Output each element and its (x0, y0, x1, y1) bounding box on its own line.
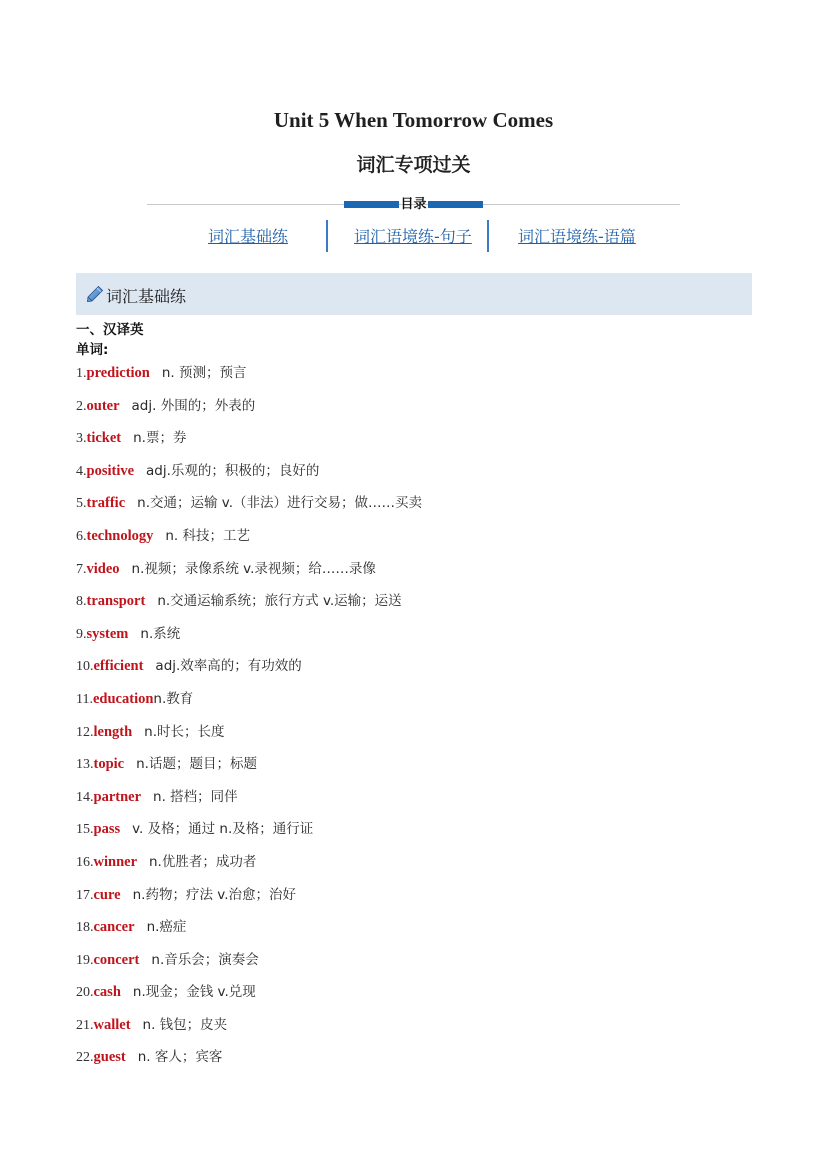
vocab-definition: n.系统 (140, 625, 181, 642)
vocab-item (76, 362, 752, 395)
toc-label: 目录 (400, 197, 427, 212)
vocab-number: 16. (76, 854, 94, 870)
document-title: Unit 5 When Tomorrow Comes (273, 108, 554, 132)
vocab-item (76, 949, 752, 982)
toc-accent-right (428, 201, 483, 208)
vocab-item (76, 395, 752, 428)
vocab-word: outer (86, 397, 120, 414)
vocab-definition: n.癌症 (146, 919, 187, 936)
vocab-item (76, 1014, 752, 1047)
vocab-number: 7. (76, 561, 87, 577)
vocab-definition: n. 钱包；皮夹 (142, 1016, 228, 1033)
vocab-word: ticket (86, 430, 122, 447)
toc-link-basic[interactable]: 词汇基础练 (208, 227, 289, 246)
toc-link-sentence[interactable]: 词汇语境练-句子 (354, 227, 472, 246)
vocab-number: 21. (76, 1017, 94, 1033)
vocab-item (76, 851, 752, 884)
vocab-number: 13. (76, 757, 94, 773)
vocab-word: education (92, 690, 154, 707)
vocab-number: 11. (76, 691, 93, 707)
vocab-word: transport (86, 593, 146, 610)
vocab-number: 5. (76, 496, 87, 512)
vocab-definition: n.交通；运输 v.（非法）进行交易；做……买卖 (137, 495, 423, 512)
vocab-number: 10. (76, 659, 94, 675)
vocab-item (76, 884, 752, 917)
vocab-word: cash (93, 984, 121, 1001)
vocab-number: 4. (76, 463, 87, 479)
vocab-item (76, 427, 752, 460)
vocab-word: technology (86, 527, 154, 544)
vocab-word: wallet (93, 1016, 131, 1033)
vocab-item (76, 558, 752, 591)
vocab-number: 15. (76, 822, 94, 838)
vocab-definition: n.音乐会；演奏会 (151, 951, 259, 968)
toc-links (147, 220, 680, 252)
vocab-item (76, 688, 752, 721)
vocab-word: traffic (86, 495, 126, 512)
vocab-word: winner (93, 853, 137, 870)
toc-separator (326, 220, 328, 252)
vocab-number: 3. (76, 431, 87, 447)
vocab-number: 2. (76, 398, 87, 414)
vocab-definition: n.优胜者；成功者 (149, 853, 257, 870)
vocab-definition: v. 及格；通过 n.及格；通行证 (132, 821, 314, 838)
vocab-number: 19. (76, 952, 94, 968)
vocab-number: 8. (76, 594, 87, 610)
vocab-word: cure (93, 886, 121, 903)
vocab-number: 14. (76, 789, 94, 805)
vocab-definition: n.视频；录像系统 v.录视频；给……录像 (131, 560, 376, 577)
vocab-number: 18. (76, 920, 94, 936)
vocab-word: pass (93, 821, 121, 838)
vocab-definition: n. 搭档；同伴 (153, 788, 238, 805)
vocab-definition: n.时长；长度 (144, 723, 225, 740)
vocab-item (76, 590, 752, 623)
vocab-word: concert (93, 951, 140, 968)
vocab-number: 20. (76, 985, 94, 1001)
vocab-definition: n.话题；题目；标题 (136, 756, 257, 773)
vocabulary-list (76, 362, 752, 1079)
document-subtitle: 词汇专项过关 (356, 154, 471, 176)
vocab-item (76, 492, 752, 525)
vocab-word: partner (93, 788, 142, 805)
vocab-item (76, 818, 752, 851)
vocab-item (76, 916, 752, 949)
vocab-definition: n. 科技；工艺 (165, 527, 250, 544)
vocab-item (76, 460, 752, 493)
vocab-item (76, 721, 752, 754)
vocab-item (76, 981, 752, 1014)
vocab-item (76, 786, 752, 819)
vocab-item (76, 1046, 752, 1079)
vocab-word: length (93, 723, 133, 740)
vocab-definition: n.交通运输系统；旅行方式 v.运输；运送 (157, 593, 402, 610)
vocab-item (76, 623, 752, 656)
vocab-definition: n.药物；疗法 v.治愈；治好 (132, 886, 296, 903)
vocab-number: 22. (76, 1050, 94, 1066)
vocab-number: 17. (76, 887, 94, 903)
vocab-number: 6. (76, 528, 87, 544)
vocab-item (76, 655, 752, 688)
vocab-word: positive (86, 462, 135, 479)
vocab-word: prediction (86, 365, 150, 381)
vocab-item (76, 525, 752, 558)
vocab-number: 12. (76, 724, 94, 740)
section-title: 词汇基础练 (106, 287, 187, 306)
vocab-definition: n. 预测；预言 (161, 365, 247, 381)
vocab-definition: n.票；券 (133, 430, 187, 447)
subheading-words: 单词: (76, 342, 109, 358)
vocab-definition: adj. 外围的；外表的 (131, 397, 256, 414)
vocab-word: efficient (93, 658, 144, 675)
subheading-translate: 一、汉译英 (76, 322, 144, 338)
vocab-definition: n. 客人；宾客 (137, 1049, 223, 1066)
vocab-definition: adj.效率高的；有功效的 (155, 658, 302, 675)
vocab-definition: adj.乐观的；积极的；良好的 (146, 462, 320, 479)
vocab-number: 9. (76, 626, 87, 642)
vocab-word: guest (93, 1049, 126, 1066)
toc-accent-left (344, 201, 399, 208)
toc-link-passage[interactable]: 词汇语境练-语篇 (518, 227, 636, 246)
vocab-number: 1. (76, 366, 87, 381)
pencil-icon (86, 285, 104, 303)
vocab-word: topic (93, 756, 125, 773)
vocab-word: system (86, 625, 129, 642)
vocab-item (76, 753, 752, 786)
vocab-definition: n.教育 (153, 690, 194, 707)
section-header (76, 273, 752, 315)
vocab-word: cancer (93, 919, 135, 936)
vocab-definition: n.现金；金钱 v.兑现 (132, 984, 256, 1001)
vocab-word: video (86, 560, 120, 577)
toc-separator (487, 220, 489, 252)
